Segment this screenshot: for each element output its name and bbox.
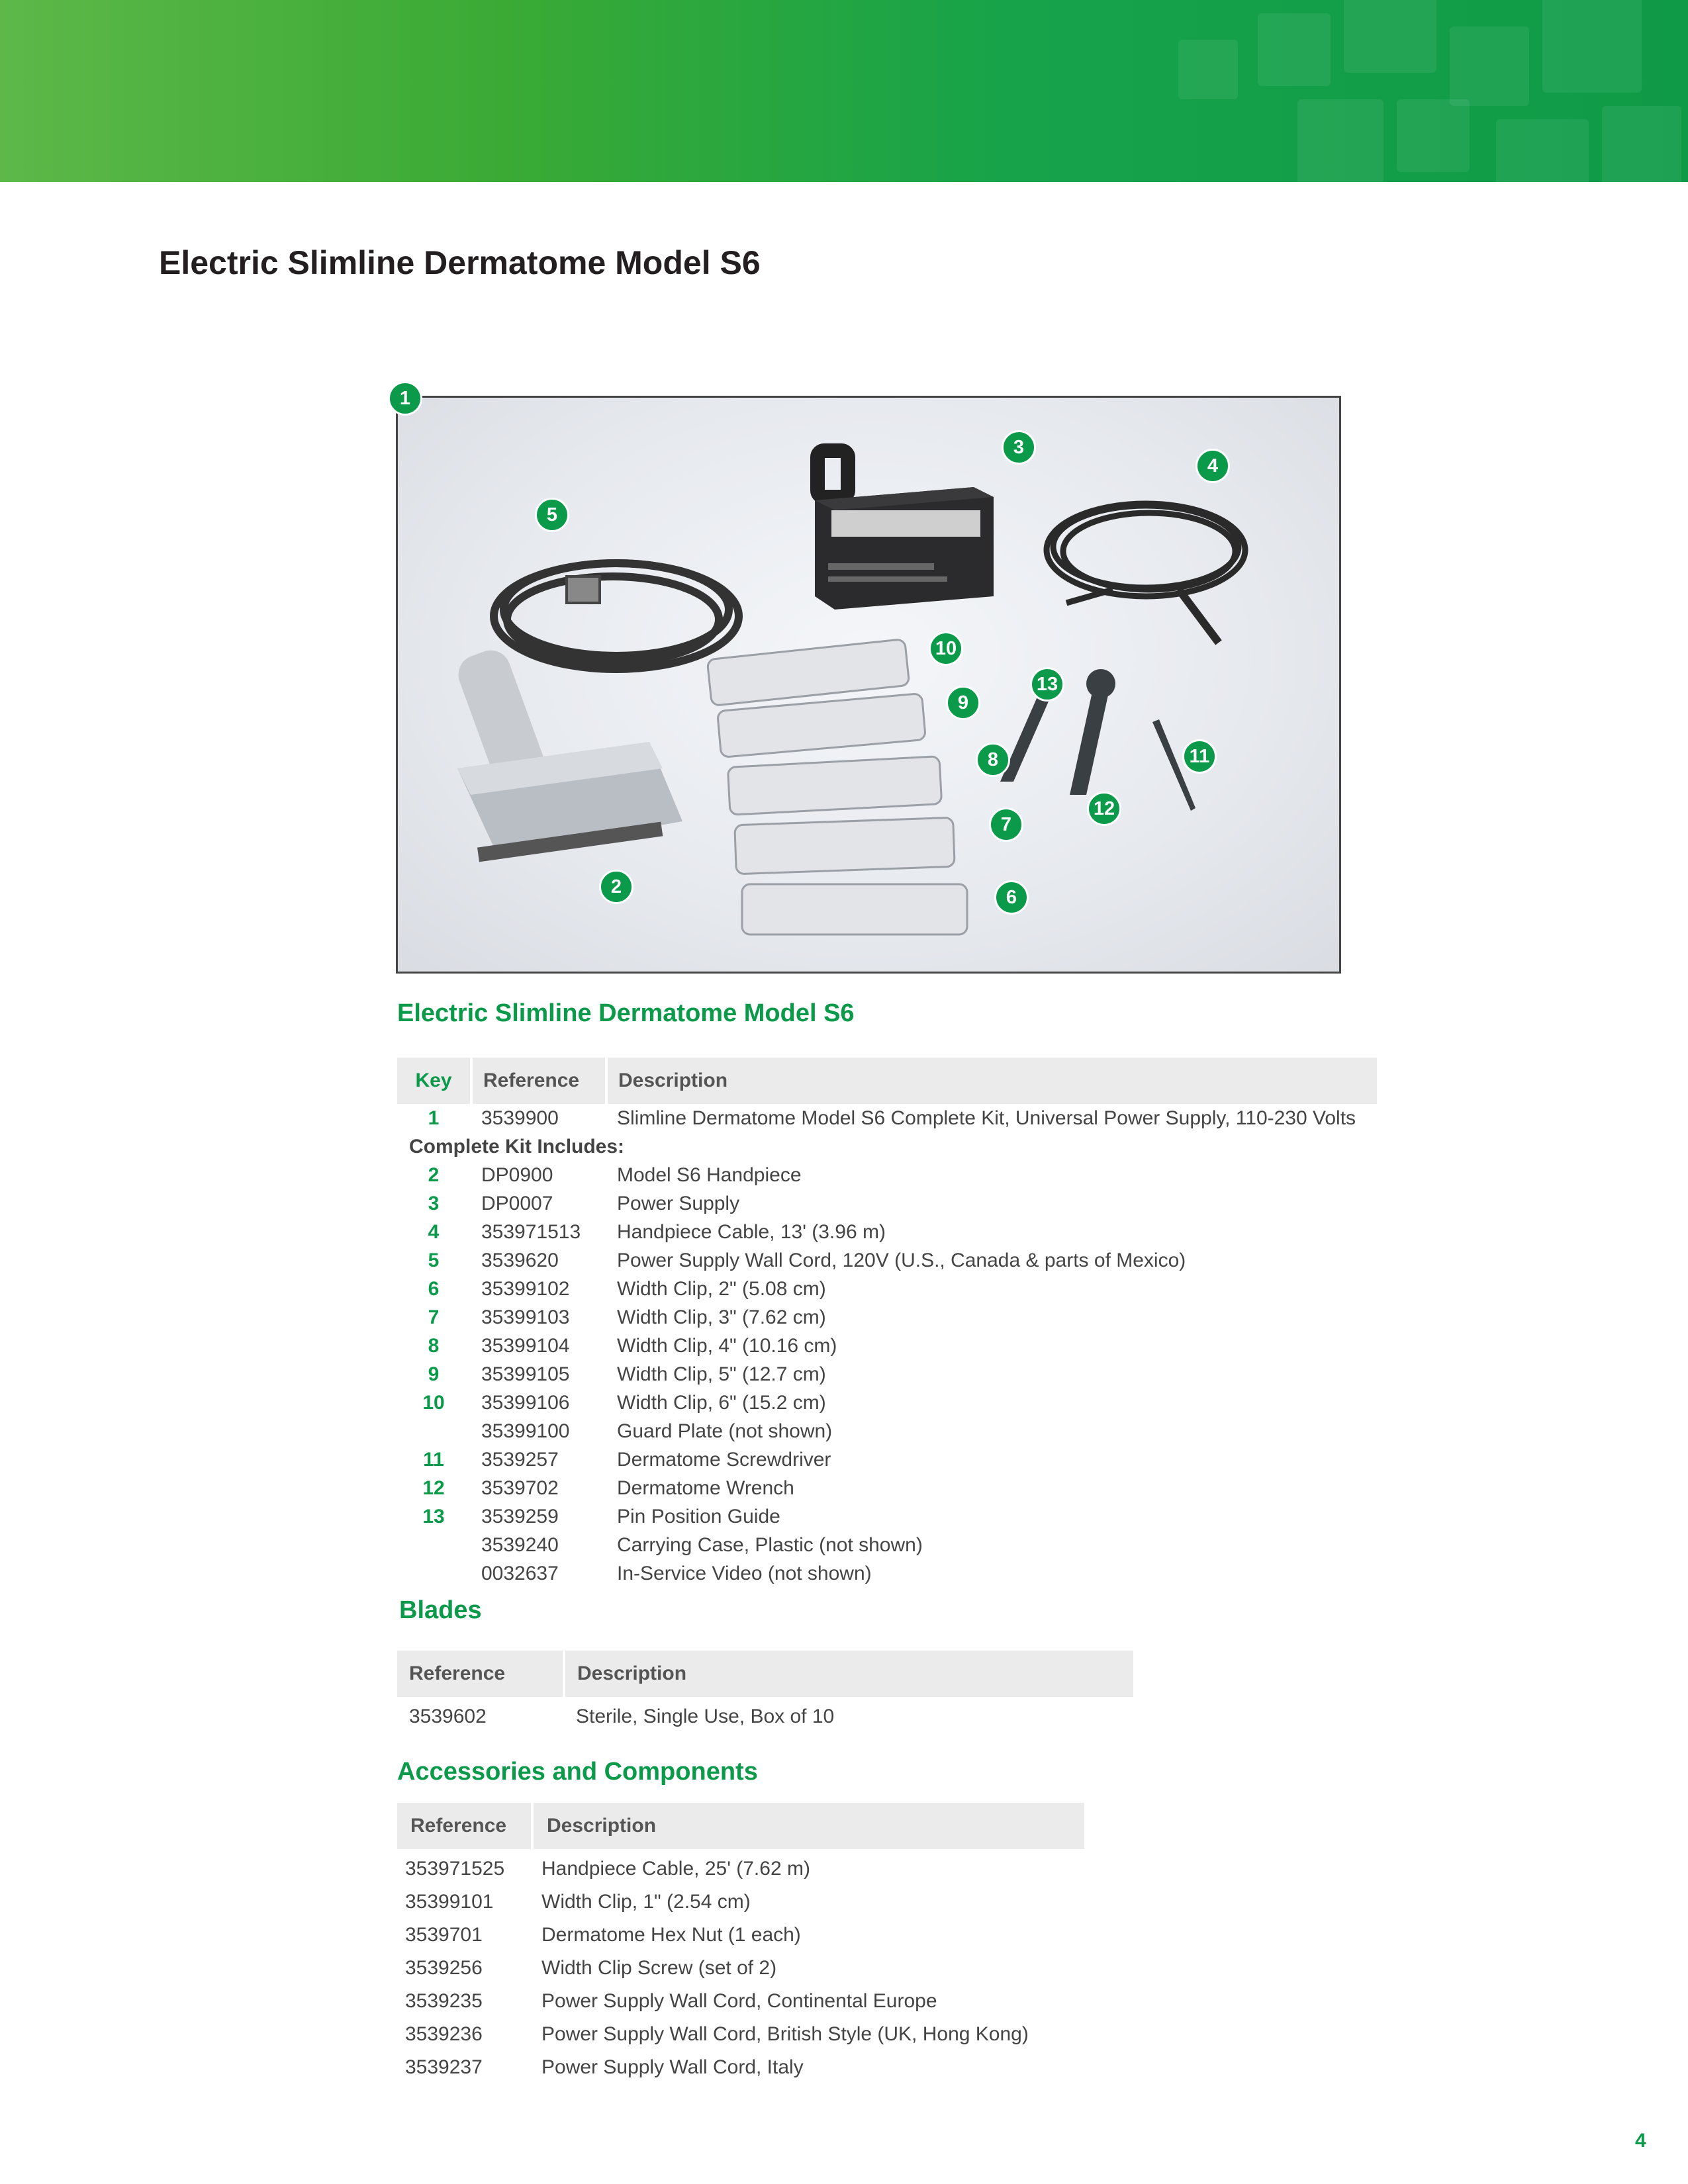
row-key: 11 bbox=[423, 1449, 444, 1471]
callout-1: 1 bbox=[388, 381, 422, 416]
banner-pattern bbox=[1602, 106, 1681, 182]
row-description: Slimline Dermatome Model S6 Complete Kit, Universal Power Supply, 110-230 Volts bbox=[617, 1107, 1356, 1129]
row-description: Model S6 Handpiece bbox=[617, 1164, 802, 1186]
row-reference: 35399102 bbox=[481, 1278, 570, 1300]
row-reference: 3539240 bbox=[481, 1534, 559, 1556]
callout-2: 2 bbox=[599, 870, 633, 904]
product-illustration bbox=[398, 398, 1339, 972]
row-key: 6 bbox=[428, 1278, 440, 1300]
row-description: Carrying Case, Plastic (not shown) bbox=[617, 1534, 923, 1556]
row-description: Handpiece Cable, 13' (3.96 m) bbox=[617, 1221, 886, 1243]
callout-8: 8 bbox=[976, 743, 1010, 777]
row-reference: 35399103 bbox=[481, 1306, 570, 1328]
power-supply-illustration bbox=[815, 451, 994, 610]
row-reference: 3539256 bbox=[405, 1957, 483, 1979]
width-clips-illustration bbox=[707, 639, 967, 934]
tools-illustration bbox=[1000, 669, 1196, 811]
table-row bbox=[397, 1987, 1084, 2015]
row-description: Width Clip, 2" (5.08 cm) bbox=[617, 1278, 826, 1300]
table-row bbox=[397, 1360, 1377, 1388]
table-row bbox=[397, 2020, 1084, 2048]
table-row bbox=[397, 1275, 1377, 1303]
row-description: Handpiece Cable, 25' (7.62 m) bbox=[541, 1858, 810, 1880]
row-reference: 3539701 bbox=[405, 1924, 483, 1946]
table-row bbox=[397, 1954, 1084, 1982]
accessories-heading: Accessories and Components bbox=[397, 1758, 758, 1786]
banner-pattern bbox=[1496, 119, 1589, 182]
row-description: Guard Plate (not shown) bbox=[617, 1420, 833, 1442]
row-reference: 3539257 bbox=[481, 1449, 559, 1471]
callout-10: 10 bbox=[929, 631, 963, 666]
callout-4: 4 bbox=[1196, 449, 1230, 483]
banner-pattern bbox=[1397, 99, 1470, 172]
table-row bbox=[397, 1388, 1377, 1417]
row-reference: 35399101 bbox=[405, 1891, 494, 1913]
row-key: 13 bbox=[422, 1506, 445, 1527]
table-row bbox=[397, 1531, 1377, 1559]
row-reference: 35399104 bbox=[481, 1335, 570, 1357]
callout-6: 6 bbox=[994, 880, 1029, 915]
row-key: 2 bbox=[428, 1164, 440, 1186]
row-description: Power Supply bbox=[617, 1193, 740, 1214]
row-description: Pin Position Guide bbox=[617, 1506, 780, 1527]
row-description: Width Clip Screw (set of 2) bbox=[541, 1957, 777, 1979]
kit-header-reference: Reference bbox=[470, 1058, 605, 1104]
row-reference: 35399100 bbox=[481, 1420, 570, 1442]
row-description: Dermatome Hex Nut (1 each) bbox=[541, 1924, 801, 1946]
table-row bbox=[397, 1474, 1377, 1502]
blades-table-header bbox=[397, 1651, 1133, 1697]
table-row bbox=[397, 1189, 1377, 1218]
blades-header-description: Description bbox=[563, 1651, 1133, 1697]
row-key: 5 bbox=[428, 1250, 440, 1271]
callout-3: 3 bbox=[1002, 430, 1036, 465]
kit-header-key: Key bbox=[415, 1069, 452, 1091]
table-row bbox=[397, 1417, 1377, 1445]
row-reference: 3539237 bbox=[405, 2056, 483, 2078]
row-key: 1 bbox=[428, 1107, 440, 1129]
banner-pattern bbox=[1344, 0, 1436, 73]
row-description: Width Clip, 3" (7.62 cm) bbox=[617, 1306, 826, 1328]
row-reference: 3539602 bbox=[409, 1706, 487, 1727]
complete-kit-label: Complete Kit Includes: bbox=[409, 1136, 625, 1158]
table-row bbox=[397, 1303, 1377, 1332]
row-key: 7 bbox=[428, 1306, 440, 1328]
page-title: Electric Slimline Dermatome Model S6 bbox=[159, 244, 761, 281]
callout-12: 12 bbox=[1087, 792, 1121, 826]
row-reference: 3539620 bbox=[481, 1250, 559, 1271]
table-row bbox=[397, 1921, 1084, 1949]
row-reference: 3539235 bbox=[405, 1990, 483, 2012]
row-description: Dermatome Screwdriver bbox=[617, 1449, 831, 1471]
row-key: 8 bbox=[428, 1335, 440, 1357]
row-key: 9 bbox=[428, 1363, 440, 1385]
callout-7: 7 bbox=[989, 807, 1023, 842]
callout-13: 13 bbox=[1030, 667, 1064, 702]
table-row bbox=[397, 1218, 1377, 1246]
row-description: Power Supply Wall Cord, Continental Europe bbox=[541, 1990, 937, 2012]
row-key: 12 bbox=[422, 1477, 445, 1499]
row-reference: 3539702 bbox=[481, 1477, 559, 1499]
row-reference: DP0900 bbox=[481, 1164, 553, 1186]
kit-heading: Electric Slimline Dermatome Model S6 bbox=[397, 999, 855, 1027]
table-row bbox=[397, 1332, 1377, 1360]
row-description: Power Supply Wall Cord, 120V (U.S., Canada & parts of Mexico) bbox=[617, 1250, 1186, 1271]
row-reference: 353971525 bbox=[405, 1858, 505, 1880]
header-banner bbox=[0, 0, 1688, 182]
row-reference: 3539259 bbox=[481, 1506, 559, 1527]
banner-pattern bbox=[1297, 99, 1383, 182]
blades-header-reference: Reference bbox=[409, 1662, 506, 1684]
row-reference: 353971513 bbox=[481, 1221, 581, 1243]
row-description: Width Clip, 6" (15.2 cm) bbox=[617, 1392, 826, 1414]
row-reference: 35399105 bbox=[481, 1363, 570, 1385]
row-reference: 0032637 bbox=[481, 1563, 559, 1584]
table-row bbox=[397, 1104, 1377, 1132]
blades-heading: Blades bbox=[399, 1596, 482, 1624]
row-reference: 35399106 bbox=[481, 1392, 570, 1414]
row-description: In-Service Video (not shown) bbox=[617, 1563, 872, 1584]
table-row bbox=[397, 1702, 1133, 1731]
row-description: Power Supply Wall Cord, Italy bbox=[541, 2056, 804, 2078]
accessories-table-header bbox=[397, 1803, 1084, 1849]
wall-cord-illustration bbox=[494, 563, 739, 669]
row-description: Width Clip, 4" (10.16 cm) bbox=[617, 1335, 837, 1357]
handpiece-cable-illustration bbox=[1047, 504, 1245, 643]
row-description: Power Supply Wall Cord, British Style (UK, Hong Kong) bbox=[541, 2023, 1029, 2045]
product-photo bbox=[396, 396, 1341, 974]
table-row bbox=[397, 1888, 1084, 1916]
banner-pattern bbox=[1450, 26, 1529, 106]
table-row bbox=[397, 1559, 1377, 1588]
table-row bbox=[397, 1502, 1377, 1531]
row-reference: 3539236 bbox=[405, 2023, 483, 2045]
banner-pattern bbox=[1178, 40, 1238, 99]
row-description: Sterile, Single Use, Box of 10 bbox=[576, 1706, 835, 1727]
table-row bbox=[397, 1854, 1084, 1883]
callout-9: 9 bbox=[946, 686, 980, 720]
row-description: Width Clip, 1" (2.54 cm) bbox=[541, 1891, 751, 1913]
row-key: 3 bbox=[428, 1193, 440, 1214]
table-row bbox=[397, 2053, 1084, 2081]
kit-table-header bbox=[397, 1058, 1377, 1104]
row-reference: 3539900 bbox=[481, 1107, 559, 1129]
row-description: Dermatome Wrench bbox=[617, 1477, 794, 1499]
row-key: 10 bbox=[422, 1392, 445, 1414]
row-key: 4 bbox=[428, 1221, 440, 1243]
table-row bbox=[397, 1445, 1377, 1474]
table-row bbox=[397, 1161, 1377, 1189]
page-number: 4 bbox=[1635, 2130, 1646, 2152]
row-reference: DP0007 bbox=[481, 1193, 553, 1214]
callout-11: 11 bbox=[1182, 739, 1217, 774]
row-description: Width Clip, 5" (12.7 cm) bbox=[617, 1363, 826, 1385]
handpiece-illustration bbox=[453, 645, 682, 862]
banner-pattern bbox=[1258, 13, 1331, 86]
callout-5: 5 bbox=[535, 498, 569, 532]
accessories-header-reference: Reference bbox=[410, 1815, 507, 1837]
accessories-header-description: Description bbox=[531, 1803, 1076, 1849]
table-row bbox=[397, 1246, 1377, 1275]
kit-header-description: Description bbox=[605, 1058, 1380, 1104]
banner-pattern bbox=[1542, 0, 1642, 93]
